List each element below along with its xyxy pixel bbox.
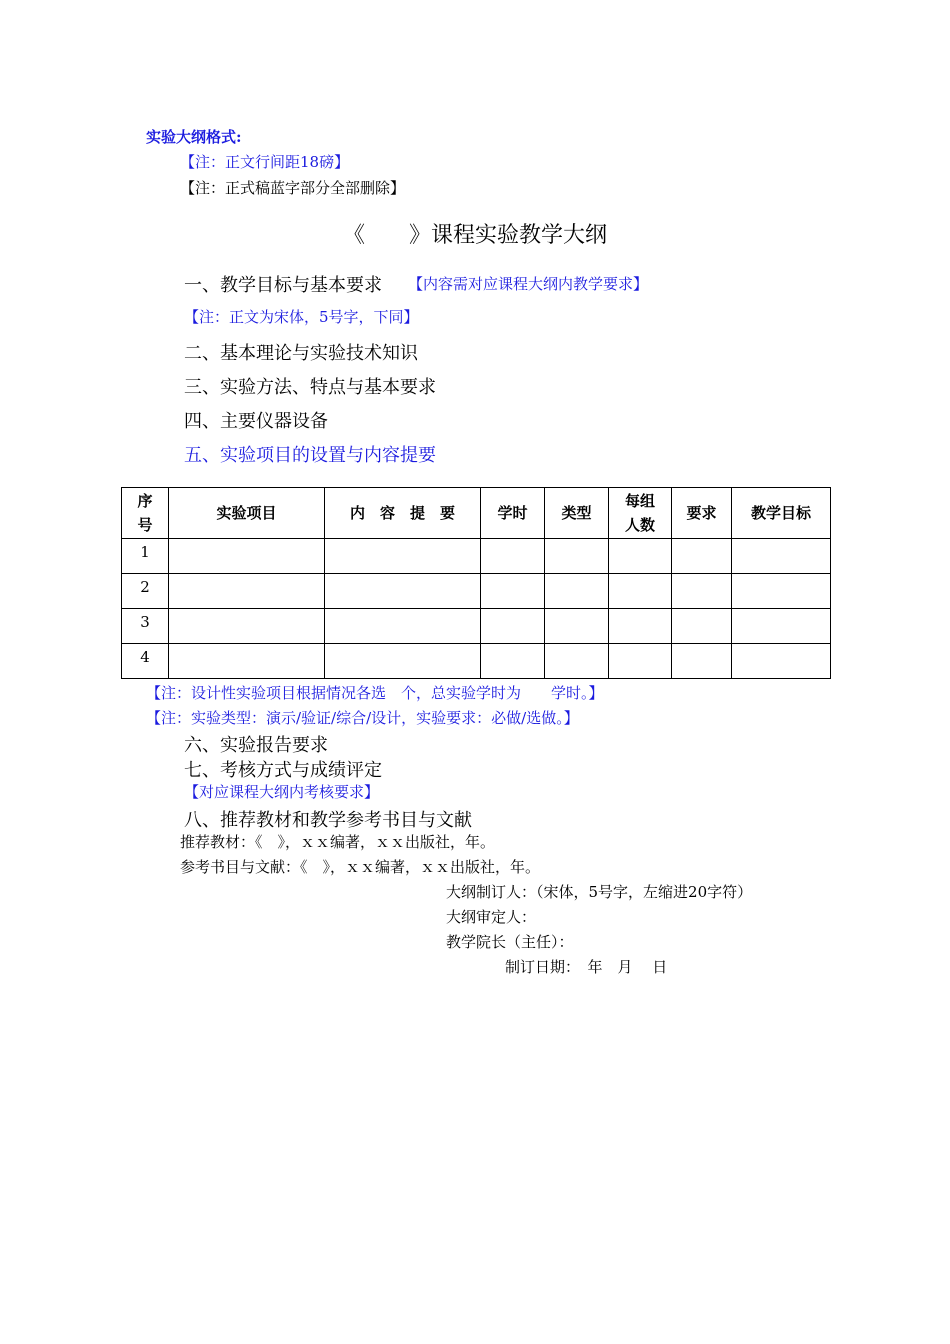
table-cell xyxy=(481,609,545,644)
table-cell xyxy=(481,644,545,679)
table-cell xyxy=(609,644,672,679)
section-5-heading: 五、实验项目的设置与内容提要 xyxy=(184,445,436,466)
table-cell xyxy=(325,539,481,574)
section-1-note: 【内容需对应课程大纲内教学要求】 xyxy=(408,275,649,293)
signoff-date: 制订日期： 年 月 日 xyxy=(505,958,668,976)
table-cell xyxy=(732,609,831,644)
section-1-heading: 一、教学目标与基本要求 xyxy=(184,275,382,296)
header-project: 实验项目 xyxy=(169,488,325,539)
table-row xyxy=(122,539,831,574)
header-goal: 教学目标 xyxy=(732,488,831,539)
section-8-heading: 八、推荐教材和教学参考书目与文献 xyxy=(184,810,472,831)
table-cell xyxy=(169,574,325,609)
section-2-heading: 二、基本理论与实验技术知识 xyxy=(184,343,418,364)
row-number: 2 xyxy=(122,574,169,609)
note-assessment: 【对应课程大纲内考核要求】 xyxy=(184,783,380,801)
table-cell xyxy=(609,574,672,609)
note-delete-blue: 【注：正式稿蓝字部分全部删除】 xyxy=(180,179,406,197)
row-number: 3 xyxy=(122,609,169,644)
table-cell xyxy=(325,574,481,609)
table-cell xyxy=(609,539,672,574)
table-cell xyxy=(545,539,609,574)
header-requirement: 要求 xyxy=(672,488,732,539)
section-7-heading: 七、考核方式与成绩评定 xyxy=(184,760,382,781)
table-row xyxy=(122,609,831,644)
row-number: 4 xyxy=(122,644,169,679)
header-seq: 序 号 xyxy=(122,488,169,539)
row-number: 1 xyxy=(122,539,169,574)
table-cell xyxy=(481,539,545,574)
table-cell xyxy=(609,609,672,644)
table-cell xyxy=(672,644,732,679)
recommended-textbook: 推荐教材：《 》，ｘｘ编著，ｘｘ出版社，年。 xyxy=(180,833,496,851)
section-6-heading: 六、实验报告要求 xyxy=(184,735,328,756)
header-type: 类型 xyxy=(545,488,609,539)
header-content: 内 容 提 要 xyxy=(325,488,481,539)
table-cell xyxy=(672,609,732,644)
table-row xyxy=(122,644,831,679)
experiment-table xyxy=(121,487,831,679)
table-row xyxy=(122,574,831,609)
signoff-reviewer: 大纲审定人： xyxy=(446,908,537,926)
table-cell xyxy=(545,644,609,679)
table-cell xyxy=(169,539,325,574)
format-heading: 实验大纲格式: xyxy=(146,128,242,146)
table-cell xyxy=(545,574,609,609)
note-line-spacing: 【注：正文行间距18磅】 xyxy=(180,153,350,171)
signoff-dean: 教学院长（主任）： xyxy=(446,933,574,951)
section-4-heading: 四、主要仪器设备 xyxy=(184,411,328,432)
table-cell xyxy=(169,609,325,644)
table-cell xyxy=(732,644,831,679)
table-cell xyxy=(481,574,545,609)
table-cell xyxy=(672,574,732,609)
table-cell xyxy=(545,609,609,644)
table-cell xyxy=(672,539,732,574)
section-3-heading: 三、实验方法、特点与基本要求 xyxy=(184,377,436,398)
reference-books: 参考书目与文献：《 》，ｘｘ编著，ｘｘ出版社，年。 xyxy=(180,858,541,876)
signoff-maker: 大纲制订人：（宋体，5号字，左缩进20字符） xyxy=(446,883,753,901)
note-experiment-types: 【注：实验类型：演示/验证/综合/设计，实验要求：必做/选做。】 xyxy=(146,709,579,727)
table-cell xyxy=(325,644,481,679)
note-design-experiments: 【注：设计性实验项目根据情况各选 个，总实验学时为 学时。】 xyxy=(146,684,604,702)
table-cell xyxy=(732,574,831,609)
table-cell xyxy=(169,644,325,679)
table-cell xyxy=(732,539,831,574)
header-hours: 学时 xyxy=(481,488,545,539)
page-title: 《 》课程实验教学大纲 xyxy=(342,223,607,248)
table-header-row xyxy=(122,488,831,539)
note-font: 【注：正文为宋体，5号字，下同】 xyxy=(184,308,419,326)
header-group-size: 每组 人数 xyxy=(609,488,672,539)
table-cell xyxy=(325,609,481,644)
